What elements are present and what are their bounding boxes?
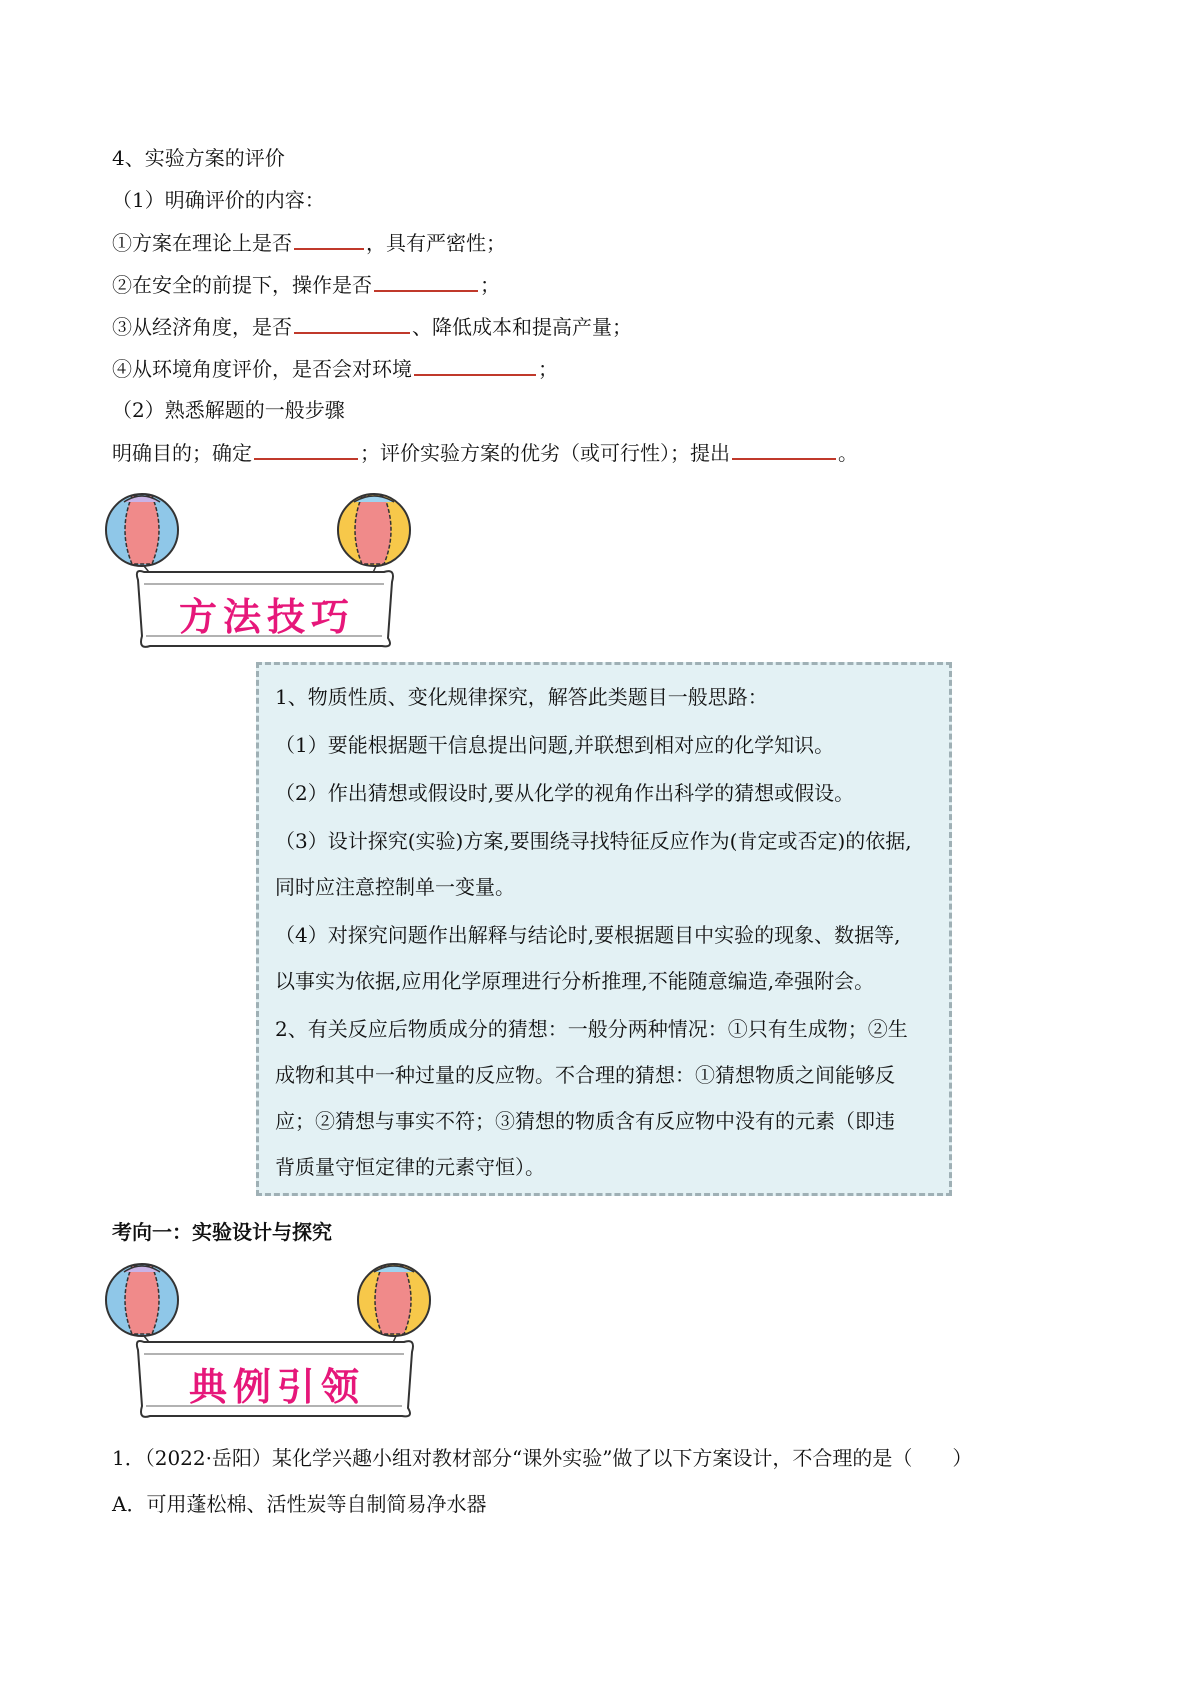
blank-1[interactable] [294, 228, 364, 250]
steps-line: 明确目的；确定 ；评价实验方案的优劣（或可行性）；提出 。 [112, 438, 858, 467]
tip-line-4: （3）设计探究(实验)方案,要围绕寻找特征反应作为(肯定或否定)的依据, [275, 829, 912, 853]
balloon-left-icon [106, 494, 178, 566]
balloon-left-icon [106, 1264, 178, 1336]
blank-5[interactable] [254, 438, 358, 460]
criterion-2: ②在安全的前提下，操作是否 ； [112, 270, 500, 299]
tip-line-7: 以事实为依据,应用化学原理进行分析推理,不能随意编造,牵强附会。 [275, 969, 875, 993]
banner-methods-title: 方法技巧 [178, 595, 355, 639]
banner-examples-title: 典例引领 [188, 1365, 365, 1409]
balloon-right-icon [338, 494, 410, 566]
tip-line-3: （2）作出猜想或假设时,要从化学的视角作出科学的猜想或假设。 [275, 781, 855, 805]
question-1-option-a[interactable]: A．可用蓬松棉、活性炭等自制简易净水器 [112, 1492, 487, 1516]
blank-2[interactable] [374, 270, 478, 292]
balloon-right-icon [358, 1264, 430, 1336]
direction-heading: 考向一：实验设计与探究 [112, 1220, 332, 1244]
banner-methods [104, 488, 414, 658]
sub-heading-1: （1）明确评价的内容： [112, 188, 325, 212]
criterion-4: ④从环境角度评价，是否会对环境 ； [112, 354, 558, 383]
tip-line-10: 应；②猜想与事实不符；③猜想的物质含有反应物中没有的元素（即违 [275, 1109, 895, 1133]
question-1-stem: 1．（2022·岳阳）某化学兴趣小组对教材部分“课外实验”做了以下方案设计，不合理的是（ ） [112, 1446, 973, 1470]
sub-heading-2: （2）熟悉解题的一般步骤 [112, 398, 345, 422]
tip-line-6: （4）对探究问题作出解释与结论时,要根据题目中实验的现象、数据等, [275, 923, 901, 947]
blank-6[interactable] [732, 438, 836, 460]
tip-line-5: 同时应注意控制单一变量。 [275, 875, 515, 899]
blank-4[interactable] [414, 354, 536, 376]
tips-box [256, 662, 952, 1196]
tip-line-8: 2、有关反应后物质成分的猜想：一般分两种情况：①只有生成物；②生 [275, 1017, 908, 1041]
blank-3[interactable] [294, 312, 410, 334]
criterion-3: ③从经济角度，是否 、降低成本和提高产量； [112, 312, 632, 341]
banner-examples [104, 1258, 434, 1428]
tip-line-11: 背质量守恒定律的元素守恒）。 [275, 1155, 545, 1179]
tip-line-9: 成物和其中一种过量的反应物。不合理的猜想：①猜想物质之间能够反 [275, 1063, 895, 1087]
criterion-1: ①方案在理论上是否 ，具有严密性； [112, 228, 506, 257]
tip-line-2: （1）要能根据题干信息提出问题,并联想到相对应的化学知识。 [275, 733, 835, 757]
tip-line-1: 1、物质性质、变化规律探究，解答此类题目一般思路： [275, 685, 768, 709]
section-title: 4、实验方案的评价 [112, 146, 285, 170]
